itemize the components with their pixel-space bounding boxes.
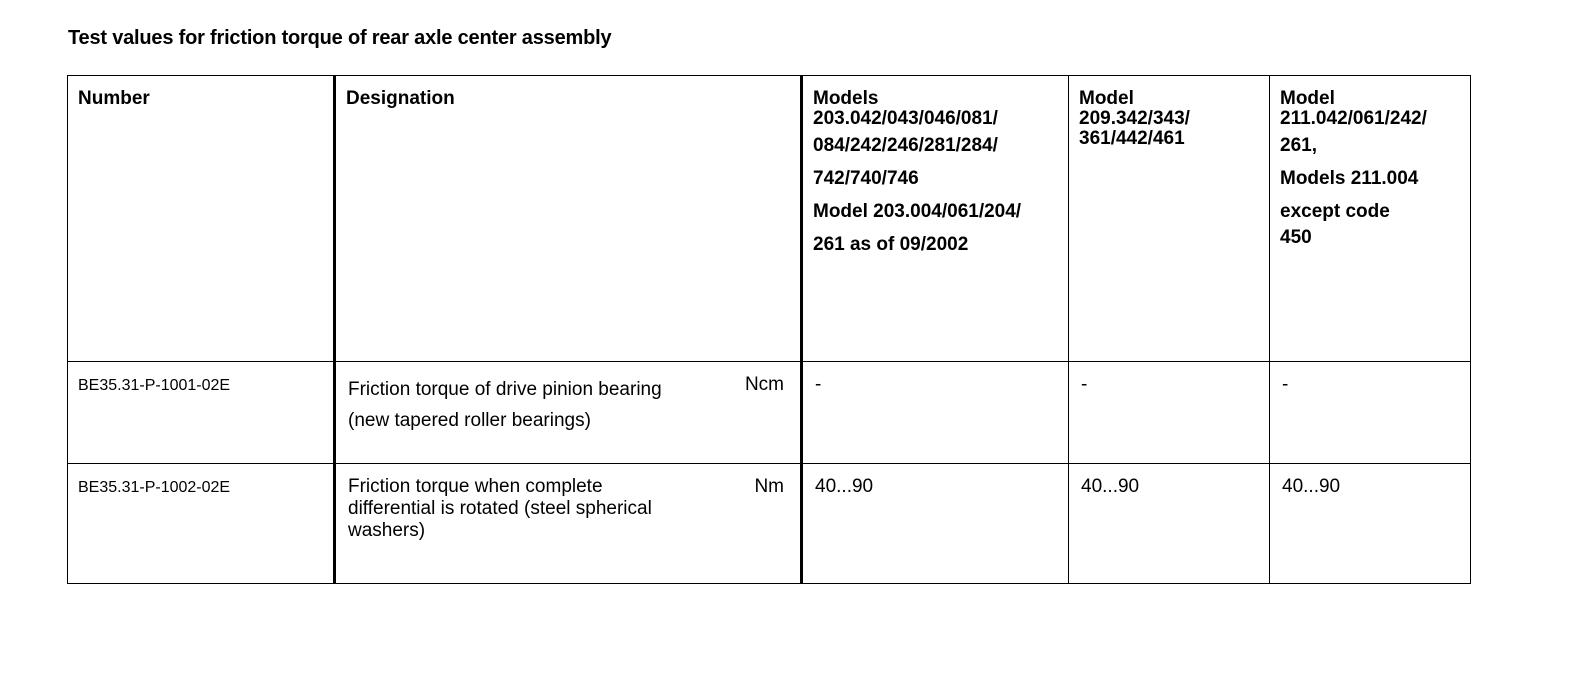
row-value: - (1081, 374, 1088, 395)
header-line: 261, (1280, 135, 1317, 156)
row-number: BE35.31-P-1001-02E (78, 377, 231, 394)
designation-cell (335, 464, 802, 584)
designation-line: Friction torque of drive pinion bearing (348, 379, 662, 400)
value-cell (1270, 362, 1471, 464)
row-value: 40...90 (1282, 476, 1341, 497)
table-header-row (68, 76, 1471, 362)
header-designation: Designation (346, 88, 455, 109)
header-line: Models (813, 88, 879, 109)
header-line: Model (1280, 88, 1335, 109)
row-designation (336, 464, 800, 542)
header-line: 361/442/461 (1079, 128, 1185, 149)
header-line: Model 203.004/061/204/ (813, 201, 1022, 222)
row-value: 40...90 (1081, 476, 1140, 497)
header-cell-designation (335, 76, 802, 362)
document-title: Test values for friction torque of rear axle center assembly (68, 27, 612, 49)
designation-line: Friction torque when complete (348, 476, 603, 497)
designation-line: differential is rotated (steel spherical (348, 498, 652, 519)
row-designation (336, 362, 800, 436)
header-line: 211.042/061/242/ (1280, 108, 1427, 129)
header-cell-model-209 (1069, 76, 1270, 362)
header-line: 084/242/246/281/284/ (813, 135, 998, 156)
designation-cell (335, 362, 802, 464)
header-line: 203.042/043/046/081/ (813, 108, 998, 129)
value-cell (1069, 464, 1270, 584)
header-model-209 (1069, 76, 1269, 149)
row-number: BE35.31-P-1002-02E (78, 479, 231, 496)
row-value: - (815, 374, 822, 395)
table-row (68, 464, 1471, 584)
value-cell (1069, 362, 1270, 464)
row-unit: Nm (754, 476, 784, 497)
header-cell-number (68, 76, 335, 362)
header-line: except code (1280, 201, 1390, 222)
header-line: 209.342/343/ (1079, 108, 1190, 129)
header-line: Models 211.004 (1280, 168, 1419, 189)
value-cell (1270, 464, 1471, 584)
header-line: Model (1079, 88, 1134, 109)
header-cell-models-203 (802, 76, 1069, 362)
number-cell (68, 362, 335, 464)
value-cell (802, 362, 1069, 464)
designation-line: (new tapered roller bearings) (348, 410, 591, 431)
row-value: - (1282, 374, 1289, 395)
number-cell (68, 464, 335, 584)
header-model-211 (1270, 76, 1470, 248)
header-line: 450 (1280, 227, 1312, 248)
friction-torque-table (67, 75, 1471, 584)
header-line: 742/740/746 (813, 168, 919, 189)
row-value: 40...90 (815, 476, 874, 497)
table-row (68, 362, 1471, 464)
header-line: 261 as of 09/2002 (813, 234, 969, 255)
header-models-203 (803, 76, 1068, 261)
value-cell (802, 464, 1069, 584)
designation-line: washers) (348, 520, 426, 541)
header-number: Number (78, 88, 150, 109)
row-unit: Ncm (744, 374, 784, 395)
header-cell-model-211 (1270, 76, 1471, 362)
